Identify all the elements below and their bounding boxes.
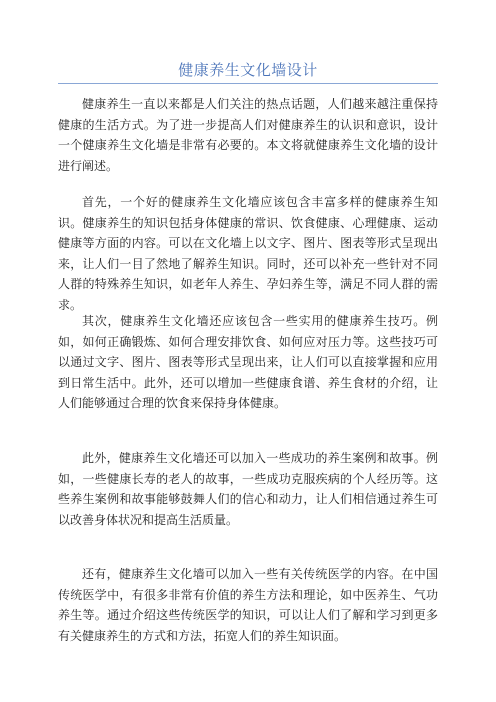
paragraph-cases: 此外，健康养生文化墙还可以加入一些成功的养生案例和故事。例如，一些健康长寿的老人的故事，一些成功克服疾病的个人经历等。这些养生案例和故事能够鼓舞人们的信心和动力，让人们相信通过养生可以改善身体状况和提高生活质量。 <box>58 451 438 527</box>
document-title: 健康养生文化墙设计 <box>178 61 318 79</box>
paragraph-knowledge: 首先，一个好的健康养生文化墙应该包含丰富多样的健康养生知识。健康养生的知识包括身体健康的常识、饮食健康、心理健康、运动健康等方面的内容。可以在文化墙上以文字、图片、图表等形式呈现出来，让人们一目了然地了解养生知识。同时，还可以补充一些针对不同人群的特殊养生知识，如老年人养生、孕妇养生等，满足不同人群的需求。 <box>58 195 438 312</box>
paragraph-traditional-medicine: 还有，健康养生文化墙可以加入一些有关传统医学的内容。在中国传统医学中，有很多非常有价值的养生方法和理论，如中医养生、气功养生等。通过介绍这些传统医学的知识，可以让人们了解和学习到更多有关健康养生的方式和方法，拓宽人们的养生知识面。 <box>58 567 438 643</box>
paragraph-intro: 健康养生一直以来都是人们关注的热点话题，人们越来越注重保持健康的生活方式。为了进一步提高人们对健康养生的认识和意识，设计一个健康养生文化墙是非常有必要的。本文将就健康养生文化墙的设计进行阐述。 <box>58 97 438 173</box>
paragraph-skills: 其次，健康养生文化墙还应该包含一些实用的健康养生技巧。例如，如何正确锻炼、如何合理安排饮食、如何应对压力等。这些技巧可以通过文字、图片、图表等形式呈现出来，让人们可以直接掌握和应用到日常生活中。此外，还可以增加一些健康食谱、养生食材的介绍，让人们能够通过合理的饮食来保持身体健康。 <box>58 314 438 410</box>
title-underline <box>58 83 438 84</box>
